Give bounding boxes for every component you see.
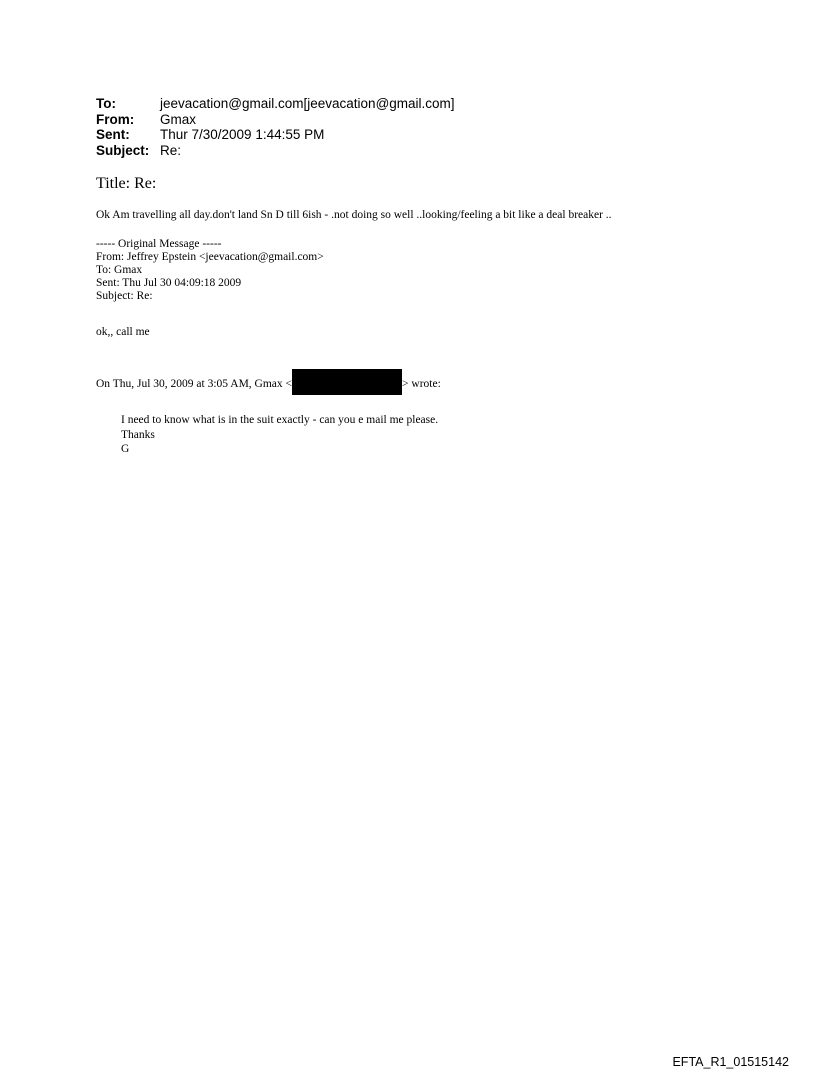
subject-row [96, 143, 455, 159]
original-to: To: Gmax [96, 264, 143, 276]
to-row [96, 96, 455, 112]
quoted-message [121, 413, 438, 457]
reply-text: ok,, call me [96, 326, 150, 338]
original-sent: Sent: Thu Jul 30 04:09:18 2009 [96, 277, 242, 289]
attribution-line [96, 369, 441, 395]
original-message-block [96, 238, 324, 303]
message-title: Title: Re: [96, 175, 157, 192]
message-body: Ok Am travelling all day.don't land Sn D till 6ish - .not doing so well ..looking/feeling a bit like a deal breaker .. [96, 209, 612, 221]
from-label: From: [96, 111, 135, 127]
quoted-line-3: G [121, 443, 130, 455]
from-row [96, 112, 455, 128]
attribution-after: > wrote: [402, 378, 441, 390]
email-header [96, 96, 455, 158]
attribution-before: On Thu, Jul 30, 2009 at 3:05 AM, Gmax < [96, 378, 293, 390]
document-id: EFTA_R1_01515142 [672, 1055, 789, 1069]
redaction-box [292, 369, 402, 395]
sent-row [96, 127, 455, 143]
subject-label: Subject: [96, 142, 150, 158]
to-label: To: [96, 96, 116, 111]
original-message-divider: ----- Original Message ----- [96, 238, 222, 250]
quoted-line-1: I need to know what is in the suit exactly - can you e mail me please. [121, 414, 439, 426]
sent-label: Sent: [96, 127, 130, 142]
sent-value: Thur 7/30/2009 1:44:55 PM [160, 127, 325, 142]
original-subject: Subject: Re: [96, 290, 153, 302]
from-value: Gmax [160, 111, 197, 127]
quoted-line-2: Thanks [121, 428, 155, 441]
to-value: jeevacation@gmail.com[jeevacation@gmail.com] [160, 96, 455, 111]
original-from: From: Jeffrey Epstein <jeevacation@gmail.com> [96, 251, 324, 263]
subject-value: Re: [160, 142, 182, 158]
